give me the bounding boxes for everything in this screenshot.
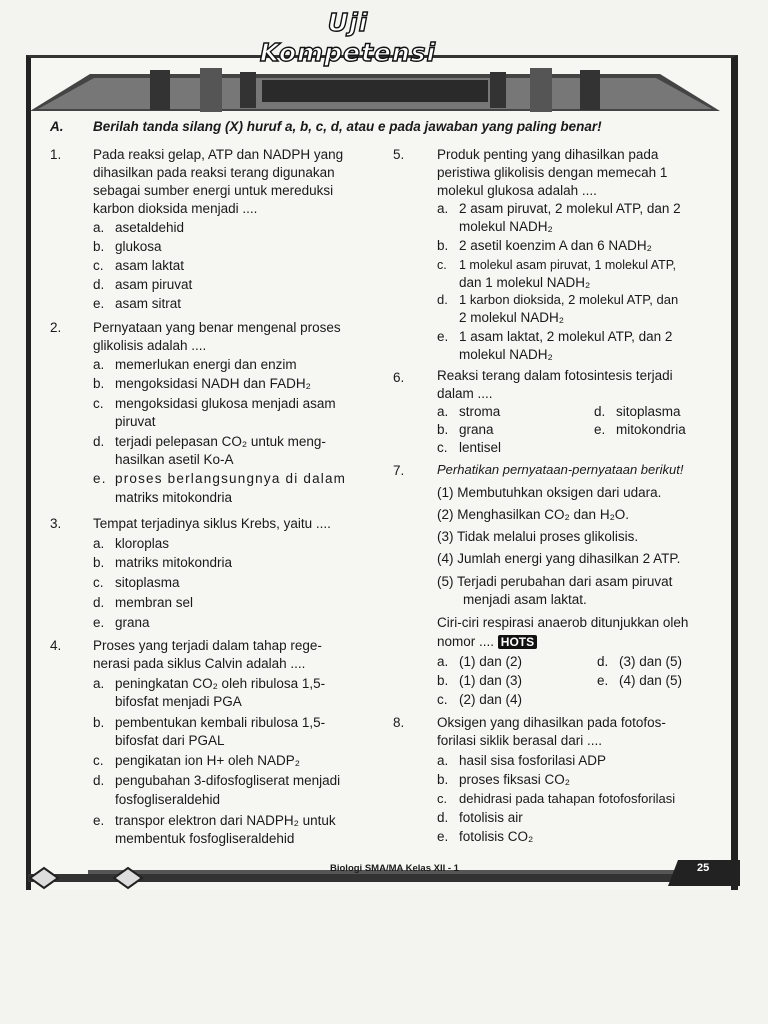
question-line: Pernyataan yang benar mengenal proses bbox=[93, 320, 341, 335]
answer-option[interactable]: b. proses fiksasi CO₂ bbox=[437, 772, 571, 787]
question-number: 2. bbox=[50, 320, 62, 335]
statement: (5) Terjadi perubahan dari asam piruvat bbox=[437, 574, 673, 589]
footer-book-title: Biologi SMA/MA Kelas XII - 1 bbox=[330, 863, 459, 874]
question-line: dihasilkan pada reaksi terang digunakan bbox=[93, 165, 335, 180]
question-number: 3. bbox=[50, 516, 62, 531]
answer-option-continued: matriks mitokondria bbox=[115, 490, 233, 505]
question-line: Oksigen yang dihasilkan pada fotofos- bbox=[437, 715, 666, 730]
statement: (3) Tidak melalui proses glikolisis. bbox=[437, 529, 639, 544]
answer-option[interactable]: b. (1) dan (3) bbox=[437, 673, 523, 688]
answer-option[interactable]: d. asam piruvat bbox=[93, 277, 193, 292]
question-line: karbon dioksida menjadi .... bbox=[93, 201, 258, 216]
answer-option-continued: membentuk fosfogliseraldehid bbox=[115, 831, 295, 846]
answer-option-continued: bifosfat dari PGAL bbox=[115, 733, 225, 748]
answer-option[interactable]: b. pembentukan kembali ribulosa 1,5- bbox=[93, 715, 326, 730]
question-line: sebagai sumber energi untuk mereduksi bbox=[93, 183, 334, 198]
answer-option[interactable]: b. grana bbox=[437, 422, 494, 437]
answer-option-continued: hasilkan asetil Ko-A bbox=[115, 452, 234, 467]
answer-option[interactable]: d. sitoplasma bbox=[594, 404, 681, 419]
question-line: Tempat terjadinya siklus Krebs, yaitu .... bbox=[93, 516, 331, 531]
question-number: 1. bbox=[50, 147, 62, 162]
statement: (4) Jumlah energi yang dihasilkan 2 ATP. bbox=[437, 551, 681, 566]
answer-option[interactable]: e. 1 asam laktat, 2 molekul ATP, dan 2 bbox=[437, 329, 673, 344]
answer-option-continued: fosfogliseraldehid bbox=[115, 792, 221, 807]
answer-option[interactable]: d. membran sel bbox=[93, 595, 194, 610]
question-number: 7. bbox=[393, 463, 405, 478]
answer-option[interactable]: c. lentisel bbox=[437, 440, 502, 455]
question-line: Ciri-ciri respirasi anaerob ditunjukkan oleh bbox=[437, 615, 689, 630]
question-line: molekul glukosa adalah .... bbox=[437, 183, 597, 198]
statement-continued: menjadi asam laktat. bbox=[463, 592, 587, 607]
answer-option[interactable]: c. 1 molekul asam piruvat, 1 molekul ATP, bbox=[437, 258, 676, 272]
answer-option[interactable]: c. sitoplasma bbox=[93, 575, 180, 590]
question-line: Proses yang terjadi dalam tahap rege- bbox=[93, 638, 322, 653]
answer-option[interactable]: b. mengoksidasi NADH dan FADH₂ bbox=[93, 376, 311, 391]
answer-option-continued: molekul NADH₂ bbox=[459, 219, 553, 234]
answer-option-continued: dan 1 molekul NADH₂ bbox=[459, 275, 591, 290]
section-instruction: Berilah tanda silang (X) huruf a, b, c, d, atau e pada jawaban yang paling benar! bbox=[93, 119, 602, 134]
question-line: dalam .... bbox=[437, 386, 493, 401]
answer-option[interactable]: a. stroma bbox=[437, 404, 501, 419]
answer-option-continued: molekul NADH₂ bbox=[459, 347, 553, 362]
question-number: 4. bbox=[50, 638, 62, 653]
question-number: 6. bbox=[393, 370, 405, 385]
answer-option[interactable]: d. pengubahan 3-difosfogliserat menjadi bbox=[93, 773, 341, 788]
answer-option[interactable]: c. pengikatan ion H+ oleh NADP₂ bbox=[93, 753, 300, 768]
answer-option[interactable]: d. 1 karbon dioksida, 2 molekul ATP, dan bbox=[437, 292, 679, 307]
answer-option[interactable]: b. 2 asetil koenzim A dan 6 NADH₂ bbox=[437, 238, 652, 253]
answer-option-continued: bifosfat menjadi PGA bbox=[115, 694, 242, 709]
answer-option[interactable]: e. proses berlangsungnya di dalam bbox=[93, 471, 347, 486]
answer-option[interactable]: d. terjadi pelepasan CO₂ untuk meng- bbox=[93, 434, 326, 449]
statement: (1) Membutuhkan oksigen dari udara. bbox=[437, 485, 662, 500]
question-line: Pada reaksi gelap, ATP dan NADPH yang bbox=[93, 147, 344, 162]
answer-option[interactable]: a. (1) dan (2) bbox=[437, 654, 523, 669]
question-line: Perhatikan pernyataan-pernyataan berikut! bbox=[437, 462, 684, 477]
answer-option[interactable]: e. fotolisis CO₂ bbox=[437, 829, 534, 844]
answer-option[interactable]: c. dehidrasi pada tahapan fotofosforilasi bbox=[437, 791, 676, 806]
hots-badge: HOTS bbox=[498, 635, 537, 649]
answer-option[interactable]: a. asetaldehid bbox=[93, 220, 185, 235]
answer-option[interactable]: a. hasil sisa fosforilasi ADP bbox=[437, 753, 607, 768]
question-number: 8. bbox=[393, 715, 405, 730]
question-line: peristiwa glikolisis dengan memecah 1 bbox=[437, 165, 668, 180]
statement: (2) Menghasilkan CO₂ dan H₂O. bbox=[437, 507, 630, 522]
answer-option[interactable]: c. asam laktat bbox=[93, 258, 185, 273]
answer-option[interactable]: e. transpor elektron dari NADPH₂ untuk bbox=[93, 813, 336, 828]
answer-option[interactable]: a. kloroplas bbox=[93, 536, 170, 551]
answer-option[interactable]: b. glukosa bbox=[93, 239, 162, 254]
question-line: nerasi pada siklus Calvin adalah .... bbox=[93, 656, 306, 671]
answer-option[interactable]: e. mitokondria bbox=[594, 422, 686, 437]
answer-option[interactable]: c. (2) dan (4) bbox=[437, 692, 523, 707]
answer-option[interactable]: d. (3) dan (5) bbox=[597, 654, 683, 669]
question-line: forilasi siklik berasal dari .... bbox=[437, 733, 603, 748]
section-letter: A. bbox=[50, 119, 64, 134]
question-number: 5. bbox=[393, 147, 405, 162]
answer-option-continued: piruvat bbox=[115, 414, 156, 429]
answer-option[interactable]: b. matriks mitokondria bbox=[93, 555, 233, 570]
question-line: Produk penting yang dihasilkan pada bbox=[437, 147, 659, 162]
answer-option[interactable]: a. peningkatan CO₂ oleh ribulosa 1,5- bbox=[93, 676, 326, 691]
banner-ribbon bbox=[30, 66, 720, 116]
section-title: Uji Kompetensi bbox=[259, 8, 437, 67]
answer-option-continued: 2 molekul NADH₂ bbox=[459, 310, 565, 325]
question-line: nomor .... HOTS bbox=[437, 633, 537, 651]
answer-option[interactable]: c. mengoksidasi glukosa menjadi asam bbox=[93, 396, 336, 411]
answer-option[interactable]: a. 2 asam piruvat, 2 molekul ATP, dan 2 bbox=[437, 201, 681, 216]
answer-option[interactable]: e. grana bbox=[93, 615, 150, 630]
answer-option[interactable]: e. asam sitrat bbox=[93, 296, 182, 311]
page-number: 25 bbox=[697, 862, 710, 874]
answer-option[interactable]: d. fotolisis air bbox=[437, 810, 523, 825]
question-line: glikolisis adalah .... bbox=[93, 338, 207, 353]
answer-option[interactable]: a. memerlukan energi dan enzim bbox=[93, 357, 297, 372]
question-line: Reaksi terang dalam fotosintesis terjadi bbox=[437, 368, 673, 383]
answer-option[interactable]: e. (4) dan (5) bbox=[597, 673, 683, 688]
